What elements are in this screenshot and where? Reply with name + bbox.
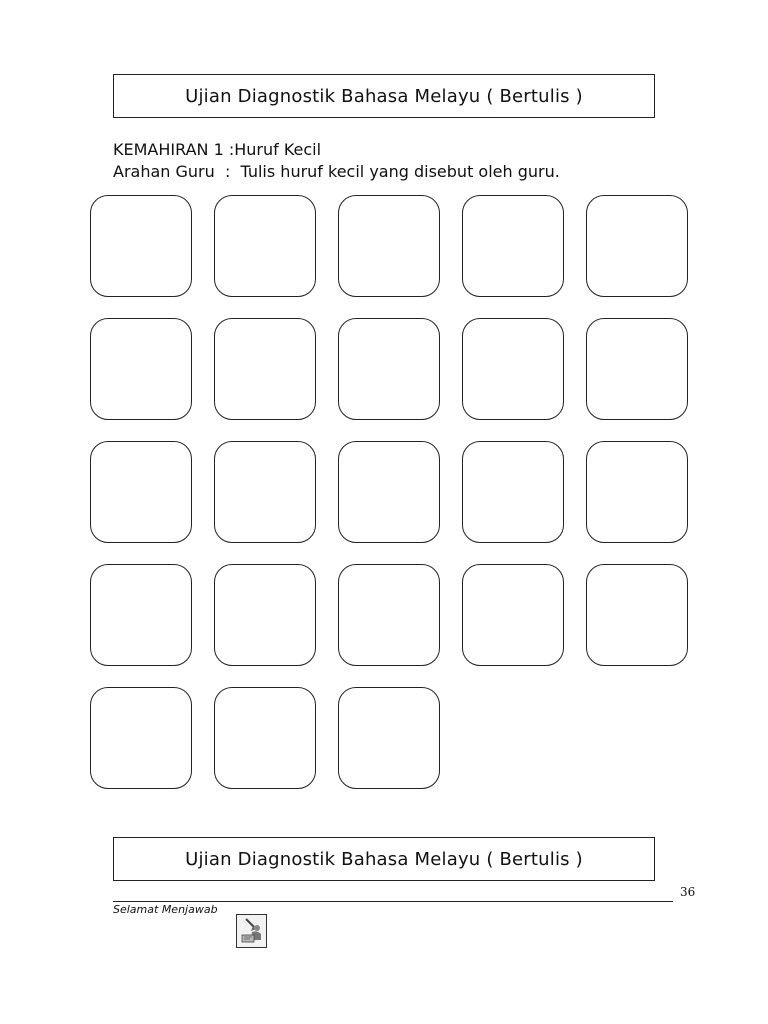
answer-box (90, 564, 192, 666)
worksheet-title: Ujian Diagnostik Bahasa Melayu ( Bertulis ) (185, 85, 583, 107)
answer-box (586, 318, 688, 420)
instruction-separator: : (224, 162, 231, 181)
page-number: 36 (680, 885, 696, 899)
answer-box (214, 441, 316, 543)
answer-box (462, 318, 564, 420)
answer-box (90, 687, 192, 789)
answer-box (586, 564, 688, 666)
answer-box (586, 195, 688, 297)
answer-box (214, 195, 316, 297)
skill-label: KEMAHIRAN 1 (113, 140, 224, 159)
writing-person-icon (236, 914, 267, 948)
skill-line (113, 140, 321, 159)
answer-box (90, 195, 192, 297)
answer-box (338, 687, 440, 789)
skill-separator: : (228, 140, 235, 159)
answer-box (90, 441, 192, 543)
answer-box (338, 441, 440, 543)
answer-box (338, 318, 440, 420)
answer-box (586, 441, 688, 543)
answer-box (90, 318, 192, 420)
footer-greeting: Selamat Menjawab (113, 903, 218, 916)
answer-box (214, 687, 316, 789)
answer-box (462, 564, 564, 666)
answer-box (338, 195, 440, 297)
instruction-value: Tulis huruf kecil yang disebut oleh guru. (240, 162, 560, 181)
footer-title-box (113, 837, 655, 881)
worksheet-title-box (113, 74, 655, 118)
answer-box (462, 441, 564, 543)
answer-box (214, 318, 316, 420)
answer-box (462, 195, 564, 297)
answer-box (338, 564, 440, 666)
instruction-label: Arahan Guru (113, 162, 215, 181)
skill-value: Huruf Kecil (234, 140, 322, 159)
answer-box (214, 564, 316, 666)
instruction-line (113, 162, 560, 181)
footer-title: Ujian Diagnostik Bahasa Melayu ( Bertulis ) (185, 848, 583, 870)
footer-divider (113, 901, 673, 902)
